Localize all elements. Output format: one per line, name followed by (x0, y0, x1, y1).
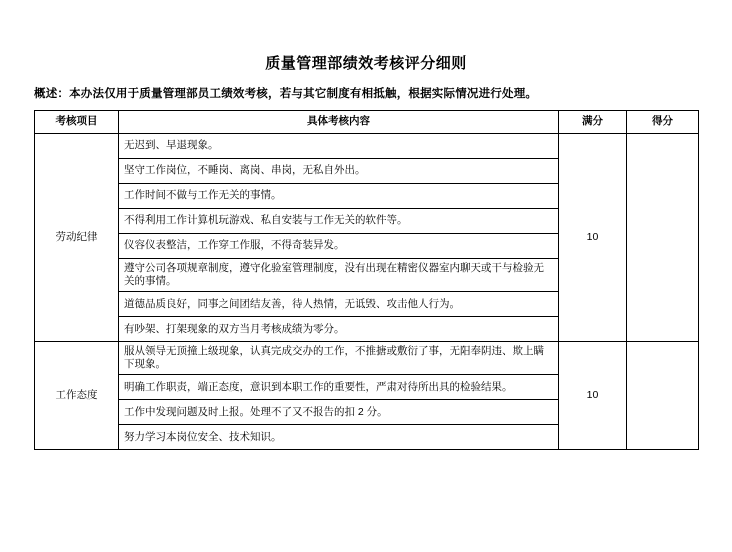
performance-table (34, 110, 699, 451)
table-row (35, 133, 699, 158)
page-title: 质量管理部绩效考核评分细则 (265, 55, 467, 72)
document-intro: 概述：本办法仅用于质量管理部员工绩效考核，若与其它制度有相抵触，根据实际情况进行处理。 (34, 88, 538, 100)
full-score-cell-discipline: 10 (559, 133, 627, 341)
header-score: 得分 (627, 110, 699, 133)
content-cell: 仪容仪表整洁，工作穿工作服，不得奇装异发。 (119, 233, 559, 258)
full-score-cell-attitude: 10 (559, 342, 627, 450)
header-item: 考核项目 (35, 110, 119, 133)
content-cell: 有吵架、打架现象的双方当月考核成绩为零分。 (119, 317, 559, 342)
table-header-row (35, 110, 699, 133)
table-body (35, 133, 699, 450)
content-cell: 坚守工作岗位，不睡岗、离岗、串岗，无私自外出。 (119, 158, 559, 183)
content-cell: 不得利用工作计算机玩游戏、私自安装与工作无关的软件等。 (119, 208, 559, 233)
table-header (35, 110, 699, 133)
score-cell-discipline (627, 133, 699, 341)
content-cell: 努力学习本岗位安全、技术知识。 (119, 425, 559, 450)
content-cell: 遵守公司各项规章制度，遵守化验室管理制度，没有出现在精密仪器室内聊天或干与检验无关的事情。 (119, 258, 559, 291)
score-cell-attitude (627, 342, 699, 450)
table-row (35, 342, 699, 375)
category-cell-discipline: 劳动纪律 (35, 133, 119, 341)
category-cell-attitude: 工作态度 (35, 342, 119, 450)
content-cell: 无迟到、早退现象。 (119, 133, 559, 158)
document-page (0, 52, 732, 552)
content-cell: 工作时间不做与工作无关的事情。 (119, 183, 559, 208)
content-cell: 工作中发现问题及时上报。处理不了又不报告的扣 2 分。 (119, 400, 559, 425)
header-content: 具体考核内容 (119, 110, 559, 133)
header-full-score: 满分 (559, 110, 627, 133)
content-cell: 服从领导无顶撞上级现象，认真完成交办的工作，不推搪或敷衍了事，无阳奉阴违、欺上瞒下现象。 (119, 342, 559, 375)
content-cell: 明确工作职责，端正态度，意识到本职工作的重要性，严肃对待所出具的检验结果。 (119, 375, 559, 400)
content-cell: 道德品质良好，同事之间团结友善，待人热情，无诋毁、攻击他人行为。 (119, 292, 559, 317)
